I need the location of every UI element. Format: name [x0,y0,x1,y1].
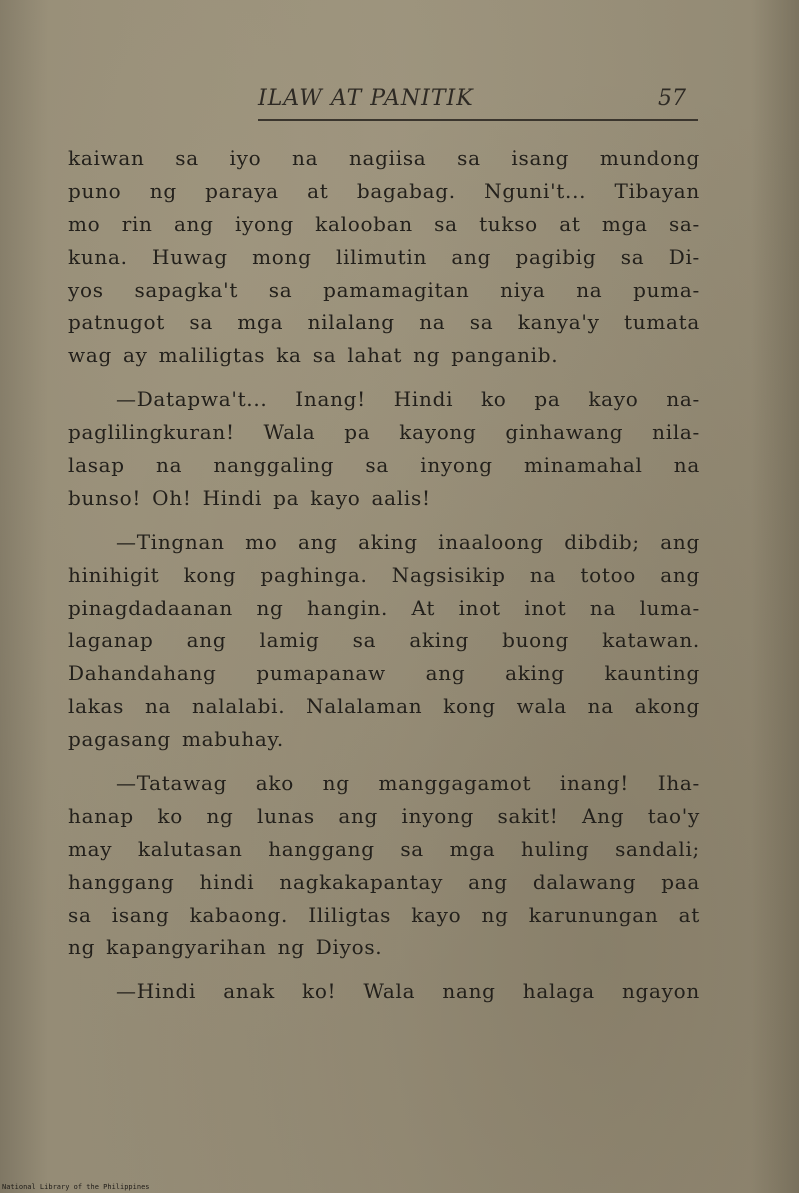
text-line: lakas na nalalabi. Nalalaman kong wala na akong [68,694,700,719]
page-header [258,86,698,120]
paragraph-gap [68,756,700,767]
text-line: wag ay maliligtas ka sa lahat ng panganib. [68,343,559,368]
text-line: puno ng paraya at bagabag. Nguni't... Tibayan [68,178,700,203]
paragraph-gap [68,372,700,383]
text-line: —Tatawag ako ng manggagamot inang! Iha- [116,771,700,796]
text-line: pagasang mabuhay. [68,727,284,752]
text-line: hinihigit kong paghinga. Nagsisikip na totoo ang [68,562,700,587]
text-line: —Datapwa't... Inang! Hindi ko pa kayo na- [116,387,700,412]
paragraph-gap [68,964,700,975]
text-line: —Hindi anak ko! Wala nang halaga ngayon [116,979,700,1004]
body-text [68,142,700,1008]
text-line: hanap ko ng lunas ang inyong sakit! Ang tao'y [68,803,700,828]
page-number: 57 [658,86,686,111]
text-line: —Tingnan mo ang aking inaaloong dibdib; ang [116,529,700,554]
text-line: paglilingkuran! Wala pa kayong ginhawang nila- [68,420,700,445]
header-rule [258,119,698,121]
text-line: laganap ang lamig sa aking buong katawan. [68,628,700,653]
text-line: ng kapangyarihan ng Diyos. [68,935,383,960]
text-line: pinagdadaanan ng hangin. At inot inot na luma- [68,595,700,620]
footer-credit: National Library of the Philippines [2,1183,150,1191]
running-title: ILAW AT PANITIK [258,86,474,111]
text-line: sa isang kabaong. Ililigtas kayo ng karunungan at [68,902,700,927]
text-line: Dahandahang pumapanaw ang aking kaunting [68,661,700,686]
text-line: may kalutasan hanggang sa mga huling sandali; [68,836,700,861]
text-line: bunso! Oh! Hindi pa kayo aalis! [68,485,431,510]
text-line: kuna. Huwag mong lilimutin ang pagibig sa Di- [68,244,700,269]
text-line: lasap na nanggaling sa inyong minamahal na [68,453,700,478]
paragraph-gap [68,515,700,526]
text-line: hanggang hindi nagkakapantay ang dalawang paa [68,869,700,894]
text-line: mo rin ang iyong kalooban sa tukso at mga sa- [68,211,700,236]
text-line: patnugot sa mga nilalang na sa kanya'y tumata [68,310,700,335]
text-line: kaiwan sa iyo na nagiisa sa isang mundong [68,146,700,170]
text-line: yos sapagka't sa pamamagitan niya na puma- [68,277,700,302]
